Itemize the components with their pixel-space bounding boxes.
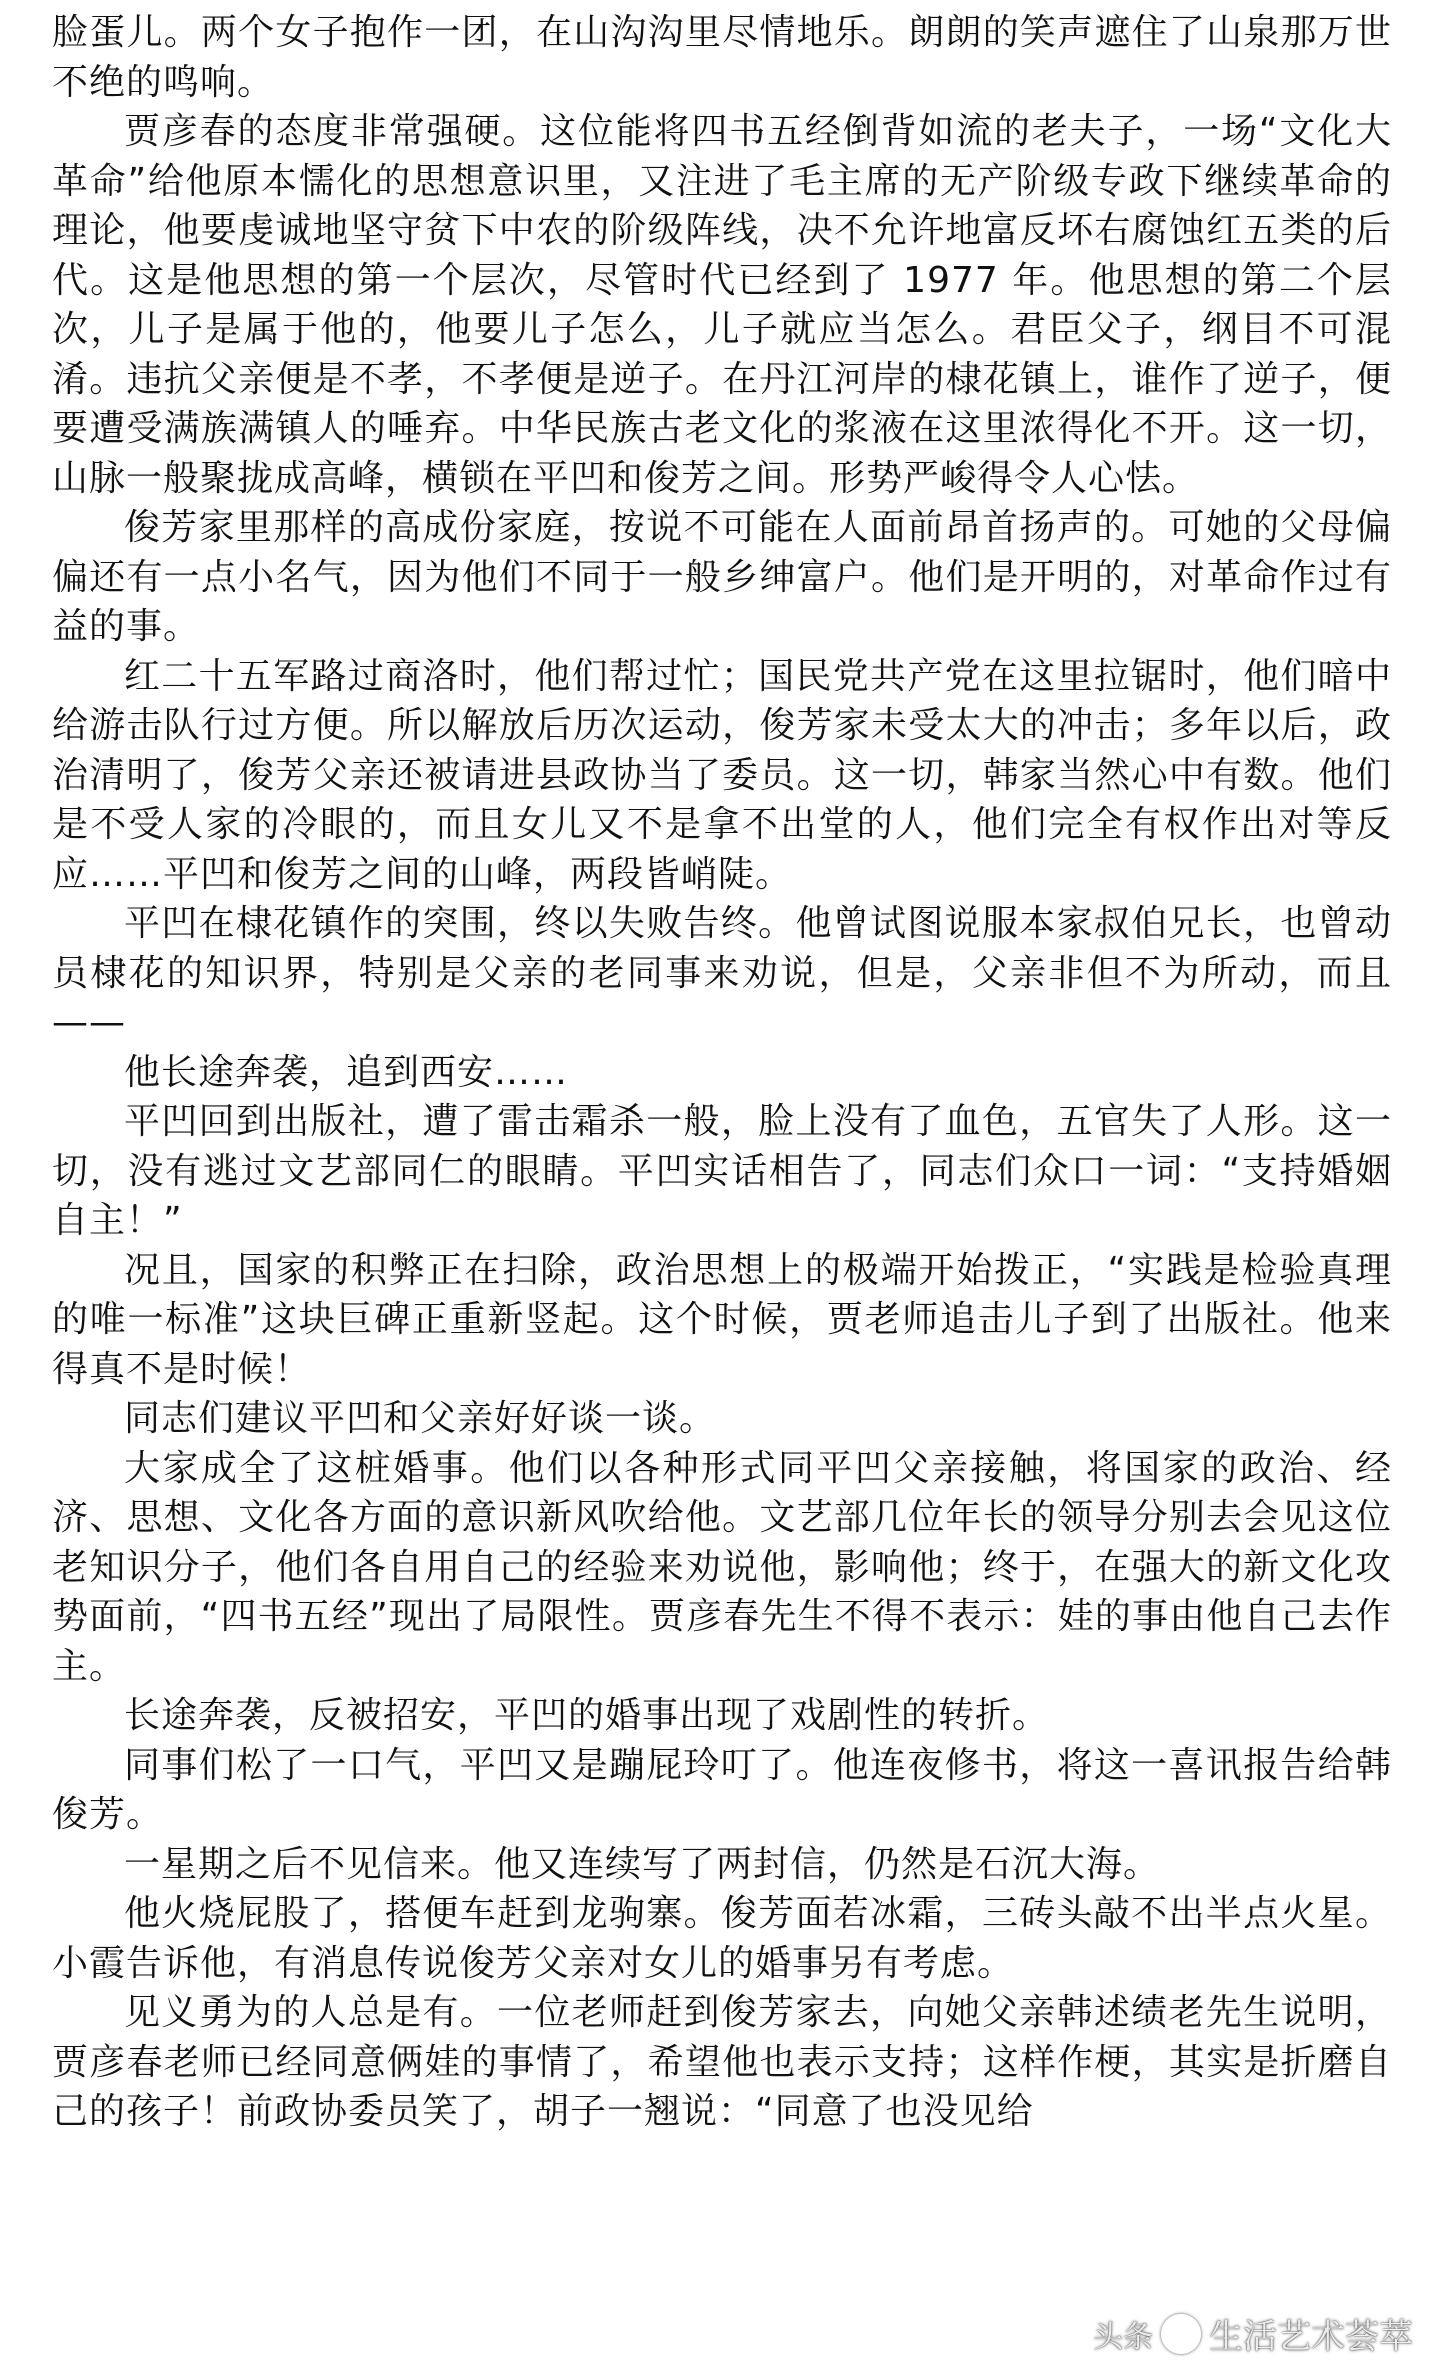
paragraph-13: 一星期之后不见信来。他又连续写了两封信，仍然是石沉大海。	[124, 1843, 1161, 1885]
paragraph-12: 同事们松了一口气，平凹又是蹦屁玲叮了。他连夜修书，将这一喜讯报告给韩俊芳。	[52, 1744, 1392, 1835]
watermark-account: 生活艺术荟萃	[1209, 2317, 1413, 2357]
paragraph-1: 脸蛋儿。两个女子抱作一团，在山沟沟里尽情地乐。朗朗的笑声遮住了山泉那万世不绝的鸣响。	[52, 12, 1392, 103]
paragraph-4: 红二十五军路过商洛时，他们帮过忙；国民党共产党在这里拉锯时，他们暗中给游击队行过方便。所以解放后历次运动，俊芳家未受太大的冲击；多年以后，政治清明了，俊芳父亲还被请进县政协当了委员。这一切，韩家当然心中有数。他们是不受人家的冷眼的，而且女儿又不是拿不出堂的人，他们完全有权作出对等反应……平凹和俊芳之间的山峰，两段皆峭陡。	[52, 655, 1392, 895]
paragraph-8: 况且，国家的积弊正在扫除，政治思想上的极端开始拨正，“实践是检验真理的唯一标准”这块巨碑正重新竖起。这个时候，贾老师追击儿子到了出版社。他来得真不是时候！	[52, 1249, 1392, 1390]
paragraph-10: 大家成全了这桩婚事。他们以各种形式同平凹父亲接触，将国家的政治、经济、思想、文化各方面的意识新风吹给他。文艺部几位年长的领导分别去会见这位老知识分子，他们各自用自己的经验来劝说他，影响他；终于，在强大的新文化攻势面前，“四书五经”现出了局限性。贾彦春先生不得不表示：娃的事由他自己去作主。	[52, 1447, 1392, 1687]
article-body	[52, 8, 1392, 2137]
paragraph-7: 平凹回到出版社，遭了雷击霜杀一般，脸上没有了血色，五官失了人形。这一切，没有逃过文艺部同仁的眼睛。平凹实话相告了，同志们众口一词：“支持婚姻自主！”	[52, 1101, 1392, 1241]
paragraph-3: 俊芳家里那样的高成份家庭，按说不可能在人面前昂首扬声的。可她的父母偏偏还有一点小名气，因为他们不同于一般乡绅富户。他们是开明的，对革命作过有益的事。	[52, 507, 1392, 647]
watermark	[1087, 2307, 1419, 2360]
paragraph-6: 他长途奔袭，追到西安……	[124, 1051, 569, 1093]
paragraph-2: 贾彦春的态度非常强硬。这位能将四书五经倒背如流的老夫子，一场“文化大革命”给他原本懦化的思想意识里，又注进了毛主席的无产阶级专政下继续革命的理论，他要虔诚地坚守贫下中农的阶级阵线，决不允许地富反坏右腐蚀红五类的后代。这是他思想的第一个层次，尽管时代已经到了 1977 年。他思想的第二个层次，儿子是属于他的，他要儿子怎么，儿子就应当怎么。君臣父子，纲目不可混淆。违抗父亲便是不孝，不孝便是逆子。在丹江河岸的棣花镇上，谁作了逆子，便要遭受满族满镇人的唾弃。中华民族古老文化的浆液在这里浓得化不开。这一切，山脉一般聚拢成高峰，横锁在平凹和俊芳之间。形势严峻得令人心怯。	[52, 111, 1392, 499]
paragraph-14: 他火烧屁股了，搭便车赶到龙驹寨。俊芳面若冰霜，三砖头敲不出半点火星。小霞告诉他，有消息传说俊芳父亲对女儿的婚事另有考虑。	[52, 1893, 1392, 1984]
paragraph-11: 长途奔袭，反被招安，平凹的婚事出现了戏剧性的转折。	[124, 1695, 1050, 1736]
at-icon: @	[1161, 2314, 1201, 2354]
watermark-source: 头条	[1093, 2319, 1153, 2355]
paragraph-15: 见义勇为的人总是有。一位老师赶到俊芳家去，向她父亲韩述绩老先生说明，贾彦春老师已经同意俩娃的事情了，希望他也表示支持；这样作梗，其实是折磨自己的孩子！前政协委员笑了，胡子一翘说：“同意了也没见给	[52, 1992, 1392, 2132]
paragraph-9: 同志们建议平凹和父亲好好谈一谈。	[124, 1398, 717, 1439]
paragraph-5: 平凹在棣花镇作的突围，终以失败告终。他曾试图说服本家叔伯兄长，也曾动员棣花的知识界，特别是父亲的老同事来劝说，但是，父亲非但不为所动，而且——	[52, 903, 1392, 1043]
